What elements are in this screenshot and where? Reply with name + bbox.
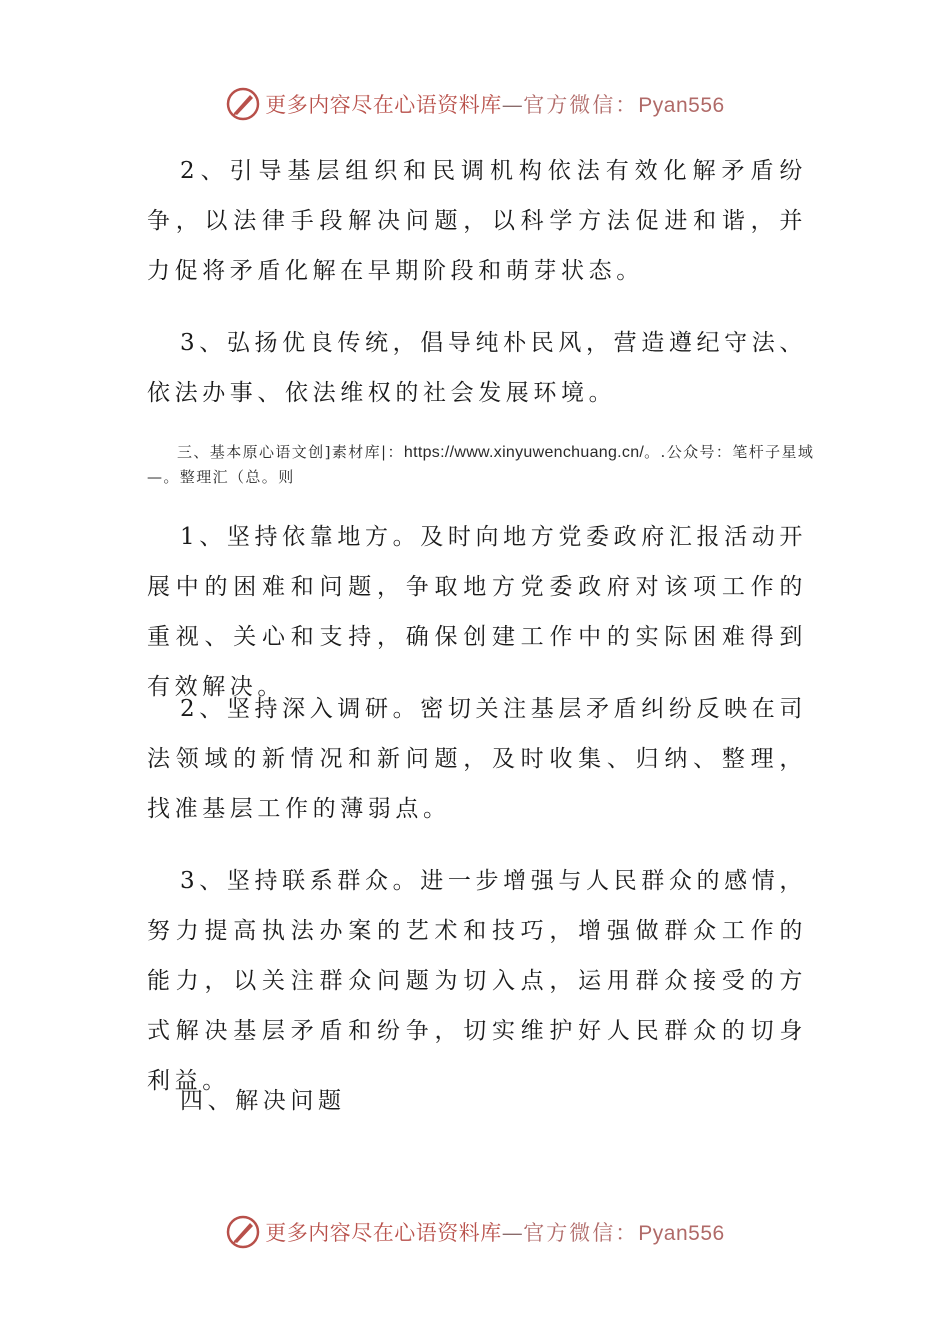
banner-text — [265, 89, 724, 119]
banner-wechat-id: Pyan556 — [638, 1222, 725, 1245]
header-banner — [0, 84, 950, 124]
pen-logo-icon — [225, 1214, 261, 1250]
note-url: https://www.xinyuwenchuang.cn/ — [403, 444, 645, 461]
note-before: 三、基本原心语文创]素材库|： — [177, 443, 404, 461]
banner-wechat-id: Pyan556 — [638, 94, 725, 117]
section-4-heading: 四、解决问题 — [180, 1088, 346, 1114]
footer-banner — [0, 1212, 950, 1252]
banner-sep: — — [501, 93, 524, 117]
pen-logo-icon — [225, 86, 261, 122]
banner-main: 更多内容尽在心语资料库 — [265, 93, 502, 117]
banner-main: 更多内容尽在心语资料库 — [265, 1221, 502, 1245]
paragraph-item-3: 3、弘扬优良传统，倡导纯朴民风，营造遵纪守法、依法办事、依法维权的社会发展环境。 — [147, 330, 807, 406]
banner-sep: — — [501, 1221, 524, 1245]
banner-wechat-label: 官方微信： — [523, 93, 639, 117]
banner-text — [265, 1217, 724, 1247]
principle-item-3: 3、坚持联系群众。进一步增强与人民群众的感情，努力提高执法办案的艺术和技巧，增强做群众工作的能力，以关注群众问题为切入点，运用群众接受的方式解决基层矛盾和纷争，切实维护好人民群众的切身利益。 — [147, 868, 807, 1094]
banner-wechat-label: 官方微信： — [523, 1221, 639, 1245]
note-after: 。.公众号：笔杆子星域—。整理汇（总。则 — [147, 443, 815, 486]
paragraph-item-2: 2、引导基层组织和民调机构依法有效化解矛盾纷争，以法律手段解决问题，以科学方法促进和谐，并力促将矛盾化解在早期阶段和萌芽状态。 — [147, 158, 807, 284]
section-3-heading-note — [147, 440, 827, 489]
principle-item-2: 2、坚持深入调研。密切关注基层矛盾纠纷反映在司法领域的新情况和新问题，及时收集、归纳、整理，找准基层工作的薄弱点。 — [147, 696, 807, 822]
principle-item-1: 1、坚持依靠地方。及时向地方党委政府汇报活动开展中的困难和问题，争取地方党委政府对该项工作的重视、关心和支持，确保创建工作中的实际困难得到有效解决。 — [147, 524, 807, 700]
